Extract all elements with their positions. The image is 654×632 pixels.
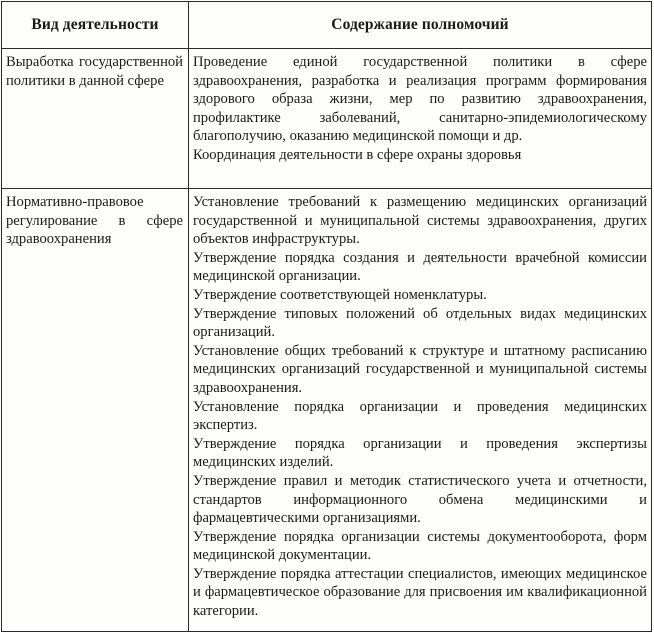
content-item: Утверждение правил и методик статистического учета и отчетности, стандартов информационного обмена медицинскими и фармацевтическими организациями. [193,472,647,527]
table-header-row [2,2,652,49]
content-item: Утверждение типовых положений об отдельных видах медицинских организаций. [193,305,647,341]
table-row [2,189,652,632]
table-row [2,49,652,189]
content-item: Утверждение порядка организации и проведения экспертизы медицинских изделий. [193,435,647,471]
header-activity: Вид деятельности [2,2,189,49]
header-content: Содержание полномочий [189,2,652,49]
activity-regulation: Нормативно-правовое регулирование в сфере здравоохранения [6,194,183,248]
content-cell [189,189,652,632]
content-item: Утверждение порядка организации системы документооборота, форм медицинской документации. [193,528,647,564]
content-item: Утверждение соответствующей номенклатуры. [193,286,487,303]
activity-policy: Выработка государственной политики в данной сфере [6,54,183,89]
content-cell [189,49,652,189]
authority-table [1,1,652,632]
content-item: Проведение единой государственной политики в сфере здравоохранения, разработка и реализация программ формирования здорового образа жизни, мер по развитию здравоохранения, профилактике заболеваний, санитарно-эпидемиологическому благополучию, оказанию медицинской помощи и др. [193,54,647,145]
content-item: Установление общих требований к структуре и штатному расписанию медицинских организаций государственной и муниципальной системы здравоохранения. [193,342,647,396]
content-item: Координация деятельности в сфере охраны здоровья [193,146,522,163]
activity-cell [2,49,189,189]
content-item: Утверждение порядка создания и деятельности врачебной комиссии медицинской организации. [193,249,647,285]
content-item: Утверждение порядка аттестации специалистов, имеющих медицинское и фармацевтическое образование для присвоения им квалификационной категории. [193,565,647,620]
activity-cell [2,189,189,632]
content-item: Установление порядка организации и проведения медицинских экспертиз. [193,398,647,434]
content-item: Установление требований к размещению медицинских организаций государственной и муниципальной системы здравоохранения, других объектов инфраструктуры. [193,194,647,248]
